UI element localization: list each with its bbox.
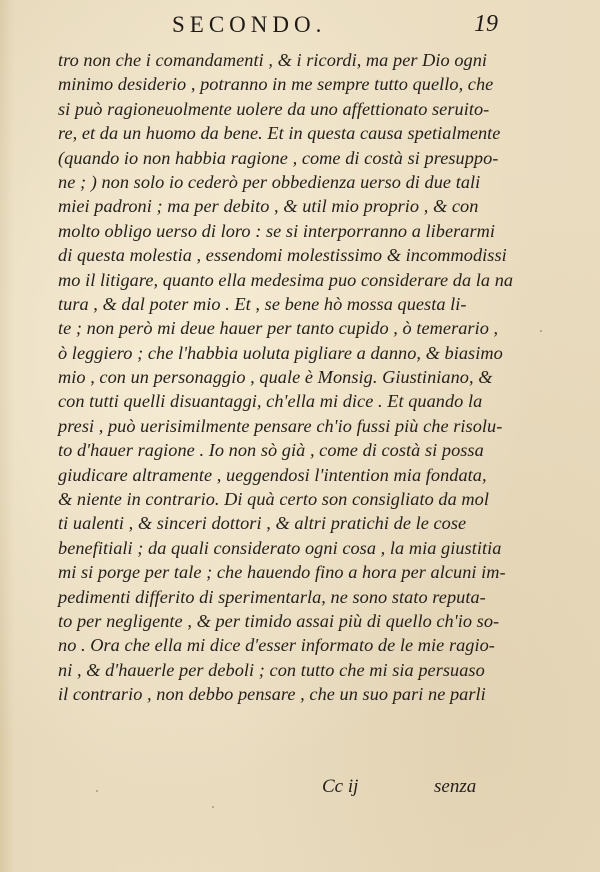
page-number: 19 <box>474 11 498 37</box>
text-line: te ; non però mi deue hauer per tanto cupido , ò temerario , <box>58 318 499 339</box>
page-header <box>0 6 600 42</box>
text-line: to d'hauer ragione . Io non sò già , come di costà si possa <box>58 440 484 461</box>
text-line: giudicare altramente , ueggendosi l'intention mia fondata, <box>58 464 487 485</box>
running-head: SECONDO. <box>172 12 327 37</box>
text-line: si può ragioneuolmente uolere da uno affettionato seruito- <box>58 98 490 119</box>
text-line: tura , & dal poter mio . Et , se bene hò mossa questa li- <box>58 293 467 314</box>
body-text <box>58 48 518 707</box>
text-line: pedimenti differito di sperimentarla, ne sono stato reputa- <box>58 586 486 607</box>
paper-speck <box>540 330 542 332</box>
text-line: di questa molestia , essendomi molestissimo & incommodissi <box>58 245 507 266</box>
text-line: presi , può uerisimilmente pensare ch'io fussi più che risolu- <box>58 415 503 436</box>
text-line: il contrario , non debbo pensare , che un suo pari ne parli <box>58 684 486 705</box>
text-line: molto obligo uerso di loro : se si interporranno a liberarmi <box>58 220 496 241</box>
text-line: mo il litigare, quanto ella medesima puo considerare da la na <box>58 269 514 290</box>
text-line: minimo desiderio , potranno in me sempre tutto quello, che <box>58 74 494 95</box>
text-line: tro non che i comandamenti , & i ricordi, ma per Dio ogni <box>58 50 488 70</box>
page-footer <box>0 772 600 802</box>
text-line: benefitiali ; da quali considerato ogni cosa , la mia giustitia <box>58 537 502 558</box>
paper-speck <box>96 790 98 792</box>
text-line: re, et da un huomo da bene. Et in questa causa spetialmente <box>58 123 501 144</box>
text-line: mi si porge per tale ; che hauendo fino a hora per alcuni im- <box>58 562 506 583</box>
text-line: to per negligente , & per timido assai più di quello ch'io so- <box>58 610 500 631</box>
text-line: no . Ora che ella mi dice d'esser informato de le mie ragio- <box>58 635 495 656</box>
text-line: (quando io non habbia ragione , come di costà si presuppo- <box>58 147 499 168</box>
text-line: mio , con un personaggio , quale è Monsig. Giustiniano, & <box>58 367 493 388</box>
text-line: & niente in contrario. Di quà certo son consigliato da mol <box>58 489 489 510</box>
text-line: ti ualenti , & sinceri dottori , & altri pratichi de le cose <box>58 513 467 534</box>
signature-mark: Cc ij <box>322 776 359 797</box>
text-line: con tutti quelli disuantaggi, ch'ella mi dice . Et quando la <box>58 391 483 412</box>
text-line: ò leggiero ; che l'habbia uoluta pigliare a danno, & biasimo <box>58 342 503 363</box>
text-line: ni , & d'hauerle per deboli ; con tutto che mi sia persuaso <box>58 659 485 680</box>
catchword: senza <box>434 776 477 797</box>
text-line: miei padroni ; ma per debito , & util mio proprio , & con <box>58 196 479 217</box>
paper-speck <box>212 806 214 808</box>
text-line: ne ; ) non solo io cederò per obbedienza uerso di due tali <box>58 171 481 192</box>
